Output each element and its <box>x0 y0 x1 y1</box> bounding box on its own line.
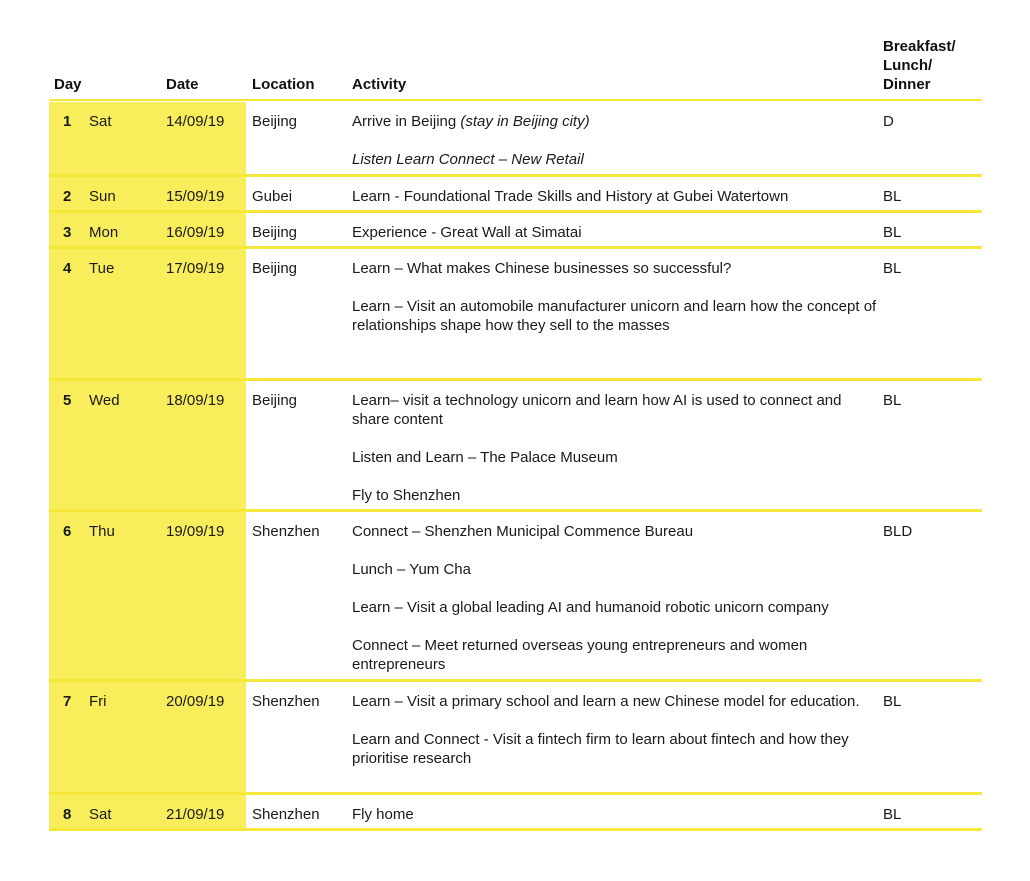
meals: BL <box>883 693 902 710</box>
activity-cell <box>352 223 877 242</box>
weekday: Sat <box>89 806 112 823</box>
header-date: Date <box>166 76 199 93</box>
location: Beijing <box>252 260 298 277</box>
table-row <box>49 795 982 828</box>
meals: BL <box>883 806 902 823</box>
activity-item <box>352 150 877 169</box>
activity-item <box>352 805 877 824</box>
table-row <box>49 512 982 679</box>
weekday: Thu <box>89 523 115 540</box>
activity-item <box>352 486 877 505</box>
day-number: 3 <box>63 224 72 241</box>
meals: BL <box>883 224 902 241</box>
activity-cell <box>352 692 877 768</box>
header-activity: Activity <box>352 76 407 93</box>
location: Shenzhen <box>252 693 320 710</box>
location: Shenzhen <box>252 523 320 540</box>
header-meals: Breakfast/ Lunch/ Dinner <box>883 38 956 93</box>
activity-text: Learn – Visit a global leading AI and humanoid robotic unicorn company <box>352 599 829 616</box>
weekday: Fri <box>89 693 107 710</box>
date: 19/09/19 <box>166 523 225 540</box>
date: 21/09/19 <box>166 806 225 823</box>
activity-item <box>352 223 877 242</box>
activity-text: Learn– visit a technology unicorn and learn how AI is used to connect and share content <box>352 392 842 428</box>
activity-item <box>352 692 877 711</box>
activity-text: Fly to Shenzhen <box>352 487 461 504</box>
activity-text: Learn – Visit an automobile manufacturer unicorn and learn how the concept of relationships shape how they sell to the masses <box>352 298 877 334</box>
activity-item <box>352 730 877 768</box>
activity-item <box>352 448 877 467</box>
date: 15/09/19 <box>166 188 225 205</box>
activity-text: Listen Learn Connect – New Retail <box>352 151 584 168</box>
meals: BL <box>883 188 902 205</box>
row-divider <box>49 828 982 831</box>
activity-text: Learn – What makes Chinese businesses so successful? <box>352 260 732 277</box>
meals: BL <box>883 392 902 409</box>
activity-text: Learn and Connect - Visit a fintech firm to learn about fintech and how they prioritise research <box>352 731 849 767</box>
table-row <box>49 682 982 792</box>
activity-text: Lunch – Yum Cha <box>352 561 471 578</box>
day-number: 5 <box>63 392 72 409</box>
location: Beijing <box>252 113 298 130</box>
meals: BLD <box>883 523 913 540</box>
day-number: 8 <box>63 806 72 823</box>
weekday: Sat <box>89 113 112 130</box>
activity-item <box>352 636 877 674</box>
activity-cell <box>352 187 877 206</box>
day-number: 6 <box>63 523 72 540</box>
table-row <box>49 177 982 210</box>
activity-text: Connect – Shenzhen Municipal Commence Bureau <box>352 523 694 540</box>
location: Shenzhen <box>252 806 320 823</box>
date: 17/09/19 <box>166 260 225 277</box>
activity-text: Experience - Great Wall at Simatai <box>352 224 582 241</box>
activity-text: Learn - Foundational Trade Skills and History at Gubei Watertown <box>352 188 789 205</box>
location: Gubei <box>252 188 293 205</box>
date: 16/09/19 <box>166 224 225 241</box>
day-number: 7 <box>63 693 72 710</box>
activity-cell <box>352 522 877 674</box>
activity-cell <box>352 259 877 335</box>
activity-note: (stay in Beijing city) <box>460 113 590 130</box>
table-row <box>49 102 982 174</box>
weekday: Mon <box>89 224 119 241</box>
activity-item <box>352 297 877 335</box>
day-number: 4 <box>63 260 72 277</box>
date: 18/09/19 <box>166 392 225 409</box>
header-location: Location <box>252 76 315 93</box>
activity-cell <box>352 391 877 505</box>
activity-text: Fly home <box>352 806 414 823</box>
weekday: Tue <box>89 260 115 277</box>
meals: BL <box>883 260 902 277</box>
activity-text: Learn – Visit a primary school and learn a new Chinese model for education. <box>352 693 860 710</box>
activity-item <box>352 259 877 278</box>
day-number: 1 <box>63 113 72 130</box>
activity-item <box>352 187 877 206</box>
activity-item <box>352 598 877 617</box>
activity-text: Arrive in Beijing <box>352 113 461 130</box>
activity-text: Connect – Meet returned overseas young entrepreneurs and women entrepreneurs <box>352 637 808 673</box>
weekday: Wed <box>89 392 120 409</box>
activity-text: Listen and Learn – The Palace Museum <box>352 449 618 466</box>
weekday: Sun <box>89 188 116 205</box>
date: 14/09/19 <box>166 113 225 130</box>
location: Beijing <box>252 224 298 241</box>
activity-cell <box>352 805 877 824</box>
header-day: Day <box>54 76 82 93</box>
date: 20/09/19 <box>166 693 225 710</box>
activity-item <box>352 522 877 541</box>
activity-item <box>352 391 877 429</box>
meals: D <box>883 113 894 130</box>
table-row <box>49 213 982 246</box>
table-row <box>49 249 982 378</box>
day-number: 2 <box>63 188 72 205</box>
table-row <box>49 381 982 509</box>
header-divider <box>49 99 982 101</box>
activity-cell <box>352 112 877 169</box>
activity-item <box>352 112 877 131</box>
location: Beijing <box>252 392 298 409</box>
activity-item <box>352 560 877 579</box>
